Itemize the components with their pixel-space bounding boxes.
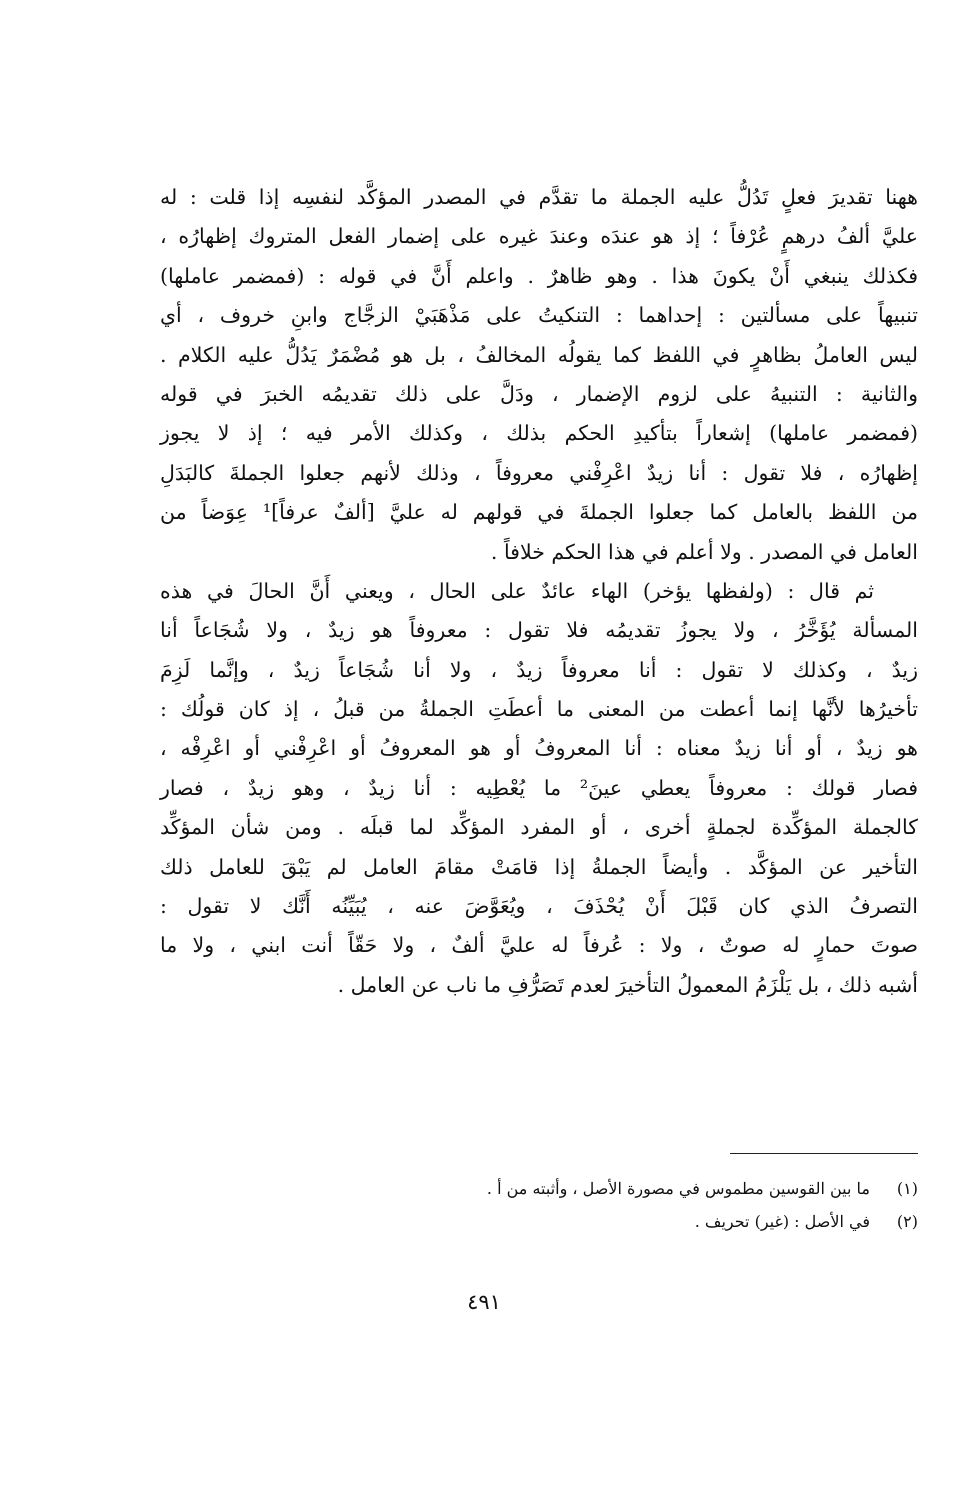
text-line: ليس العاملُ بظاهرٍ في اللفظ كما يقولُه المخالفُ ، بل هو مُضْمَرٌ يَدُلُّ عليه الكلام . [160,342,918,367]
footnote-number: (٢) [896,1212,918,1231]
text-line: فصار قولك : معروفاً يعطي عينَ² ما يُعْطِيه : أنا زيدٌ ، وهو زيدٌ ، فصار [160,775,918,800]
text-line: زيدٌ ، وكذلك لا تقول : أنا معروفاً زيدٌ ، ولا أنا شُجَاعاً زيدٌ ، وإنَّما لَزِمَ [160,657,918,682]
text-line: من اللفظ بالعامل كما جعلوا الجملةَ في قولهم له عليَّ [ألفٌ عرفاً]¹ عِوَضاً من [160,500,918,525]
text-line: هو زيدٌ ، أو أنا زيدٌ معناه : أنا المعروفُ أو هو المعروفُ أو اعْرِفْني أو اعْرِفْه ، [160,736,918,761]
footnote-number: (١) [896,1179,918,1198]
text-line: فكذلك ينبغي أَنْ يكونَ هذا . وهو ظاهرٌ . واعلم أَنَّ في قوله : (فمضمر عاملها) [160,263,918,288]
text-line: التأخير عن المؤكَّد . وأيضاً الجملةُ إذا قامَتْ مقامَ العامل لم يَبْقَ للعامل ذلك [160,854,918,879]
text-line: ههنا تقديرَ فعلٍ تَدُلُّ عليه الجملة ما تقدَّم في المصدر المؤكَّد لنفسِه إذا قلت : له [160,185,918,209]
text-line: تنبيهاً على مسألتين : إحداهما : التنكيتُ على مَذْهَبَيْ الزجَّاج وابنِ خروف ، أي [160,303,918,328]
footnote-1 [160,1172,918,1205]
footnote-text: في الأصل : (غير) تحريف . [694,1212,870,1231]
text-line: عليَّ ألفُ درهمٍ عُرْفاً ؛ إذ هو عندَه وعندَ غيره على إضمار الفعل المتروك إظهارُه ، [160,224,918,249]
paragraph-1 [160,178,918,572]
text-line: صوتَ حمارٍ له صوتٌ ، ولا : عُرفاً له عليَّ ألفٌ ، ولا حَقّاً أنت ابني ، ولا ما [160,933,918,958]
text-line: المسألة يُؤَخَّرُ ، ولا يجوزُ تقديمُه فلا تقول : معروفاً هو زيدٌ ، ولا شُجَاعاً أنا [160,618,918,643]
main-text [160,178,918,1005]
text-line: أشبه ذلك ، بل يَلْزَمُ المعمولُ التأخيرَ لعدم تَصَرُّفِ ما ناب عن العامل . [337,972,918,997]
text-line: (فمضمر عاملها) إشعاراً بتأكيدِ الحكم بذلك ، وكذلك الأمر فيه ؛ إذ لا يجوز [160,421,918,446]
paragraph-2 [160,572,918,1005]
page-number: ٤٩١ [467,1290,501,1314]
text-line: والثانية : التنبيهُ على لزوم الإضمار ، ودَلَّ على ذلك تقديمُه الخبرَ في قوله [160,381,918,406]
text-line: كالجملة المؤكِّدة لجملةٍ أخرى ، أو المفرد المؤكِّد لما قبلَه . ومن شأن المؤكِّد [160,815,918,840]
text-line: التصرفُ الذي كان قَبْلَ أَنْ يُحْذَفَ ، ويُعَوَّضَ عنه ، يُبَيِّنُه أَنَّك لا تقول : [160,894,918,919]
footnote-2 [160,1205,918,1238]
footnotes [160,1172,918,1238]
text-line: ثم قال : (ولفظها يؤخر) الهاء عائدٌ على الحال ، ويعني أَنَّ الحالَ في هذه [160,578,874,603]
footnote-separator [730,1153,918,1154]
text-line: إظهارُه ، فلا تقول : أنا زيدٌ اعْرِفْني معروفاً ، وذلك لأنهم جعلوا الجملةَ كالبَدَلِ [160,460,918,485]
text-line: تأخيرُها لأنَّها إنما أعطت من المعنى ما أعطَتِ الجملةُ من قبلُ ، إذ كان قولُك : [160,697,918,722]
text-line: العامل في المصدر . ولا أعلم في هذا الحكم خلافاً . [490,539,918,564]
footnote-text: ما بين القوسين مطموس في مصورة الأصل ، وأثبته من أ . [486,1179,870,1198]
